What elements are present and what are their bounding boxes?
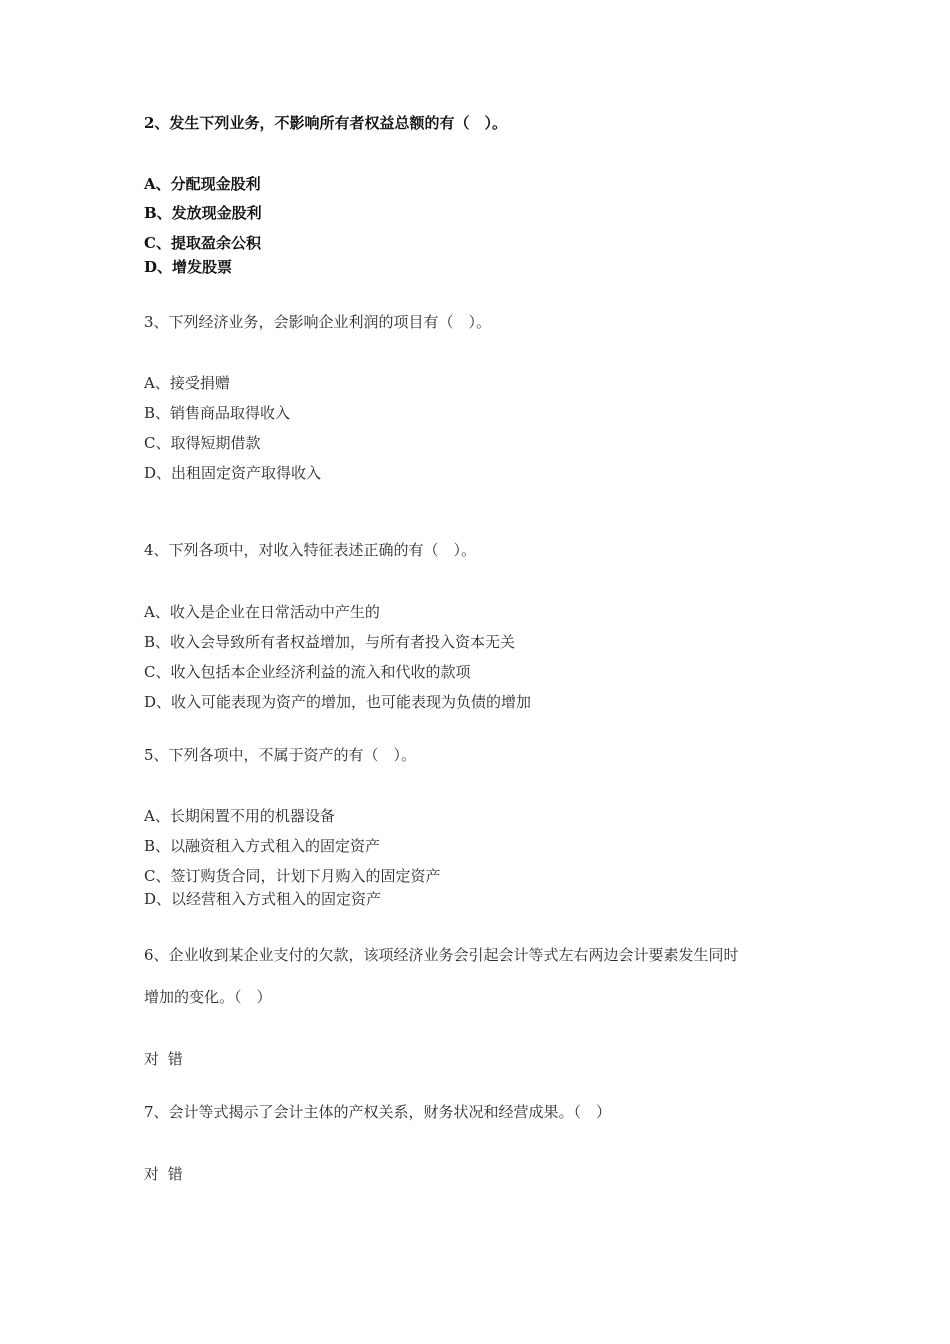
question-3-option-c: C、取得短期借款 (144, 434, 261, 452)
question-2-stem: 2、发生下列业务，不影响所有者权益总额的有（ ）。 (144, 114, 507, 132)
question-4-option-d: D、收入可能表现为资产的增加，也可能表现为负债的增加 (144, 693, 532, 711)
question-2-option-d: D、增发股票 (144, 258, 233, 276)
question-3-option-d: D、出租固定资产取得收入 (144, 464, 322, 482)
question-5-option-b: B、以融资租入方式租入的固定资产 (144, 837, 381, 855)
question-4-option-b: B、收入会导致所有者权益增加，与所有者投入资本无关 (144, 633, 516, 651)
question-4-option-c: C、收入包括本企业经济利益的流入和代收的款项 (144, 663, 471, 681)
question-2-option-b: B、发放现金股利 (144, 204, 262, 222)
question-2-option-a: A、分配现金股利 (144, 175, 261, 193)
question-3-option-a: A、接受捐赠 (144, 374, 230, 392)
question-7-true-false: 对 错 (144, 1165, 183, 1183)
question-2-option-c: C、提取盈余公积 (144, 234, 261, 252)
question-5-option-a: A、长期闲置不用的机器设备 (144, 807, 335, 825)
question-6-stem-line-1: 6、企业收到某企业支付的欠款，该项经济业务会引起会计等式左右两边会计要素发生同时 (144, 946, 739, 964)
question-5-option-c: C、签订购货合同，计划下月购入的固定资产 (144, 867, 441, 885)
question-3-stem: 3、下列经济业务，会影响企业利润的项目有（ ）。 (144, 313, 492, 331)
question-5-stem: 5、下列各项中，不属于资产的有（ ）。 (144, 746, 417, 764)
question-5-option-d: D、以经营租入方式租入的固定资产 (144, 890, 382, 908)
question-7-stem: 7、会计等式揭示了会计主体的产权关系，财务状况和经营成果。（ ） (144, 1103, 612, 1121)
question-6-true-false: 对 错 (144, 1050, 183, 1068)
question-3-option-b: B、销售商品取得收入 (144, 404, 291, 422)
question-4-option-a: A、收入是企业在日常活动中产生的 (144, 603, 380, 621)
question-4-stem: 4、下列各项中，对收入特征表述正确的有（ ）。 (144, 541, 477, 559)
question-6-stem-line-2: 增加的变化。（ ） (144, 988, 272, 1006)
